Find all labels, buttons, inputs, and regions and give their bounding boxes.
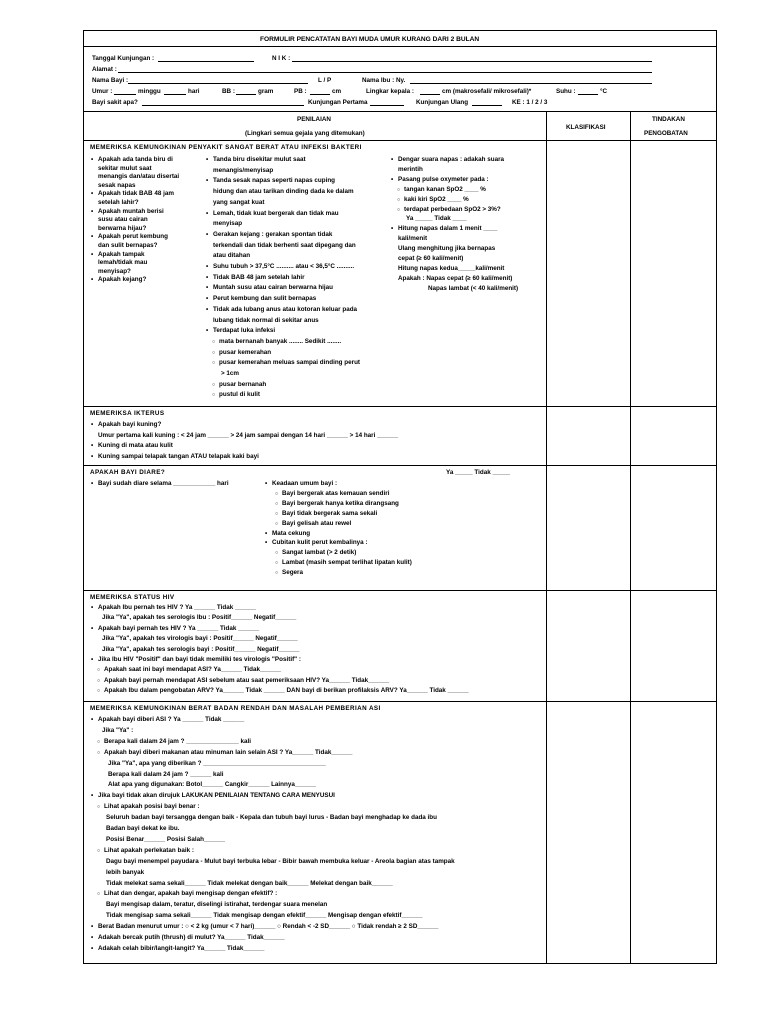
hiv-line: ○ Apakah saat ini bayi mendapat ASI? Ya______ Tidak______ — [104, 666, 281, 674]
bbr-asi-line: Seluruh badan bayi tersangga dengan baik - Kepala dan tubuh bayi lurus - Badan bayi menghadap ke dada ibu — [106, 814, 437, 822]
bbr-asi-line: • Berat Badan menurut umur : ○ < 2 kg (umur < 7 hari)______ ○ Rendah < -2 SD______ ○ Tidak rendah ≥ 2 SD______ — [98, 923, 438, 931]
bbr-asi-line: Badan bayi dekat ke ibu. — [106, 825, 180, 832]
bbr-asi-line: Tidak mengisap sama sekali______ Tidak mengisap dengan efektif______ Mengisap dengan efektif______ — [106, 912, 423, 920]
infeksi-sign: yang sangat kuat — [213, 198, 265, 206]
infeksi-sign: terkendali dan tidak berhenti saat dipegang dan — [213, 241, 356, 249]
bbr-asi-line: Bayi mengisap dalam, teratur, diselingi istirahat, terdengar suara menelan — [106, 901, 328, 909]
section-title-ikterus: MEMERIKSA IKTERUS — [90, 410, 165, 417]
table-header-line — [83, 140, 717, 141]
kunjungan-pertama-field[interactable] — [370, 99, 404, 106]
kunjungan-pertama-label: Kunjungan Pertama — [308, 99, 368, 106]
tanggal-label: Tanggal Kunjungan : — [92, 55, 155, 62]
bbr-asi-line: Jika "Ya", apa yang diberikan ? ___________________________________ — [108, 759, 326, 767]
infeksi-check: Ulang menghitung jika bernapas — [398, 245, 496, 253]
nik-field[interactable] — [292, 55, 652, 62]
infeksi-question: • Apakah ada tanda biru di — [98, 156, 173, 164]
nama-bayi-field[interactable] — [128, 77, 308, 84]
bbr-asi-line: • Adakah celah bibir/langit-langit? Ya______ Tidak______ — [98, 945, 264, 953]
infeksi-question: menangis dan/atau disertai — [98, 173, 180, 181]
diare-sign: • Cubitan kulit perut kembalinya : — [272, 539, 368, 547]
infeksi-check: ○ tangan kanan SpO2 ____ % — [404, 186, 486, 194]
header-penilaian: PENILAIAN — [297, 116, 331, 123]
infeksi-check: kali/menit — [398, 235, 428, 243]
row-line-2 — [83, 465, 717, 466]
diare-ya-tidak[interactable]: Ya _____ Tidak _____ — [446, 469, 510, 476]
bbr-asi-line: • Apakah bayi diberi ASI ? Ya ______ Tidak ______ — [98, 716, 244, 724]
infeksi-sign: • Tanda biru disekitar mulut saat — [213, 156, 306, 164]
infeksi-check: ○ kaki kiri SpO2 ____ % — [404, 196, 469, 204]
bbr-asi-line: ○ Apakah bayi diberi makanan atau minuman lain selain ASI ? Ya______ Tidak______ — [104, 749, 352, 757]
bbr-asi-line: Posisi Benar______ Posisi Salah______ — [106, 835, 226, 843]
diare-sign: ○ Bayi tidak bergerak sama sekali — [282, 510, 377, 518]
kunjungan-ke[interactable]: KE : 1 / 2 / 3 — [512, 99, 548, 106]
hari-label: hari — [188, 88, 200, 95]
minggu-label: minggu — [138, 88, 161, 95]
bbr-asi-line: ○ Berapa kali dalam 24 jam ? _______________ kali — [104, 738, 251, 746]
diare-sign: ○ Sangat lambat (> 2 detik) — [282, 549, 356, 557]
bbr-asi-line: ○ Lihat apakah perlekatan baik : — [104, 847, 194, 855]
infeksi-question: dan sulit bernapas? — [98, 242, 158, 249]
header-pengobatan: PENGOBATAN — [644, 130, 688, 137]
infeksi-question: • Apakah tampak — [98, 251, 145, 259]
ikterus-line: • Kuning di mata atau kulit — [98, 442, 173, 450]
diare-duration: • Bayi sudah diare selama ____________ hari — [98, 480, 229, 488]
bbr-asi-line: Tidak melekat sama sekali______ Tidak melekat dengan baik______ Melekat dengan baik______ — [106, 879, 393, 887]
lingkar-label: Lingkar kepala : — [366, 88, 414, 95]
bbr-asi-line: Dagu bayi menempel payudara - Mulut bayi terbuka lebar - Bibir bawah membuka keluar - Areola bagian atas tampak — [106, 857, 455, 865]
ikterus-line: Umur pertama kali kuning : < 24 jam ______ > 24 jam sampai dengan 14 hari ______ > 14 hari ______ — [98, 431, 399, 439]
infeksi-sign: • Suhu tubuh > 37,5°C .......... atau < 36,5°C .......... — [213, 263, 354, 271]
diare-sign: ○ Bayi gelisah atau rewel — [282, 520, 351, 528]
infeksi-check: • Pasang pulse oxymeter pada : — [398, 176, 489, 184]
diare-sign: • Keadaan umum bayi : — [272, 480, 337, 488]
title-divider — [83, 46, 717, 47]
row-line-3 — [83, 590, 717, 591]
umur-label: Umur : — [92, 88, 113, 95]
nama-ibu-label: Nama Ibu : Ny. — [362, 77, 406, 84]
lp-label[interactable]: L / P — [318, 77, 332, 84]
hiv-line: ○ Apakah bayi pernah mendapat ASI sebelum atau saat pemeriksaan HIV? Ya______ Tidak______ — [104, 677, 389, 685]
infeksi-question: sekitar mulut saat — [98, 164, 152, 172]
pb-field[interactable] — [310, 88, 330, 95]
section-title-bbr-asi: MEMERIKSA KEMUNGKINAN BERAT BADAN RENDAH DAN MASALAH PEMBERIAN ASI — [90, 705, 381, 712]
diare-sign: ○ Lambat (masih sempat terlihat lipatan kulit) — [282, 559, 412, 567]
infeksi-sign: hidung dan atau tarikan dinding dada ke dalam — [213, 188, 354, 196]
nama-ibu-field[interactable] — [410, 77, 652, 84]
pb-label: PB : — [294, 88, 307, 95]
infeksi-sign: • Perut kembung dan sulit bernapas — [213, 295, 316, 303]
gram-label: gram — [258, 88, 274, 95]
col-divider-tindakan — [630, 111, 631, 964]
infeksi-sign: ○ mata bernanah banyak ........ Sedikit ........ — [219, 338, 341, 346]
pb-unit: cm — [332, 88, 342, 95]
infeksi-question: berwarna hijau? — [98, 224, 147, 232]
hiv-line: • Jika Ibu HIV "Positif" dan bayi tidak memiliki tes virologis "Positif" : — [98, 656, 301, 664]
alamat-field[interactable] — [118, 66, 652, 73]
infeksi-sign: • Tidak BAB 48 jam setelah lahir — [213, 274, 305, 282]
nik-label: N I K : — [272, 55, 291, 62]
infeksi-sign: menangis/menyisap — [213, 166, 274, 174]
infeksi-sign: ○ pusar kemerahan meluas sampai dinding perut — [219, 359, 360, 367]
infeksi-question: setelah lahir? — [98, 199, 139, 206]
infeksi-sign: atau ditahan — [213, 252, 251, 260]
infeksi-sign: ○ pusar bernanah — [219, 381, 266, 389]
infeksi-check: cepat (≥ 60 kali/menit) — [398, 255, 464, 262]
section-title-hiv: MEMERIKSA STATUS HIV — [90, 594, 175, 601]
bbr-asi-line: • Adakah bercak putih (thrush) di mulut? Ya______ Tidak______ — [98, 934, 285, 942]
bbr-asi-line: Jika "Ya" : — [102, 726, 134, 734]
hiv-line: Jika "Ya", apakah tes serologis bayi : Positif______ Negatif______ — [102, 645, 300, 653]
hiv-line: • Apakah Ibu pernah tes HIV ? Ya ______ Tidak ______ — [98, 604, 256, 612]
diare-sign: ○ Bayi bergerak atas kemauan sendiri — [282, 490, 389, 498]
bbr-asi-line: lebih banyak — [106, 868, 145, 876]
section-title-diare: APAKAH BAYI DIARE? — [90, 469, 166, 476]
row-line-1 — [83, 406, 717, 407]
infeksi-sign: • Lemah, tidak kuat bergerak dan tidak mau — [213, 210, 339, 218]
infeksi-question: • Apakah perut kembung — [98, 233, 168, 241]
bbr-asi-line: ○ Lihat apakah posisi bayi benar : — [104, 803, 200, 811]
infeksi-check: merintih — [398, 165, 423, 173]
infeksi-question: • Apakah tidak BAB 48 jam — [98, 190, 174, 198]
infeksi-check: • Dengar suara napas : adakah suara — [398, 156, 504, 164]
infeksi-sign: • Gerakan kejang : gerakan spontan tidak — [213, 231, 332, 239]
row-line-4 — [83, 701, 717, 702]
diare-sign: • Mata cekung — [272, 530, 310, 538]
infeksi-sign: ○ pustul di kulit — [219, 391, 260, 399]
infeksi-check: • Hitung napas dalam 1 menit ____ — [398, 225, 497, 233]
hiv-line: Jika "Ya", apakah tes virologis bayi : Positif______ Negatif______ — [102, 635, 298, 643]
suhu-field[interactable] — [578, 88, 598, 95]
infeksi-check: Apakah : Napas cepat (≥ 60 kali/menit) — [398, 274, 513, 282]
nama-bayi-label: Nama Bayi : — [92, 77, 129, 84]
umur-minggu-field[interactable] — [114, 88, 136, 95]
bbr-asi-line: ○ Lihat dan dengar, apakah bayi mengisap dengan efektif? : — [104, 890, 277, 898]
col-divider-klasifikasi — [546, 111, 547, 964]
infeksi-check: ○ terdapat perbedaan SpO2 > 3%? — [404, 206, 501, 214]
suhu-label: Suhu : — [556, 88, 576, 95]
ikterus-line: • Apakah bayi kuning? — [98, 421, 161, 429]
infeksi-sign: ○ pusar kemerahan — [219, 349, 271, 357]
infeksi-sign: > 1cm — [221, 370, 240, 377]
diare-sign: ○ Bayi bergerak hanya ketika dirangsang — [282, 500, 399, 508]
infeksi-question: • Apakah kejang? — [98, 276, 146, 284]
suhu-unit: °C — [600, 88, 608, 95]
bbr-asi-line: Berapa kali dalam 24 jam ? ______ kali — [108, 770, 224, 778]
infeksi-check: Napas lambat (< 40 kali/menit) — [428, 284, 519, 292]
hiv-line: Jika "Ya", apakah tes serologis Ibu : Positif______ Negatif______ — [102, 614, 297, 622]
header-lingkari: (Lingkari semua gejala yang ditemukan) — [245, 130, 365, 137]
alamat-label: Alamat : — [92, 66, 117, 73]
hiv-line: • Apakah bayi pernah tes HIV ? Ya ______ Tidak ______ — [98, 625, 259, 633]
header-klasifikasi: KLASIFIKASI — [566, 124, 606, 131]
infeksi-question: • Apakah muntah berisi — [98, 208, 164, 216]
form-title: FORMULIR PENCATATAN BAYI MUDA UMUR KURANG DARI 2 BULAN — [260, 36, 480, 43]
infeksi-sign: menyisap — [213, 220, 243, 228]
infeksi-sign: • Terdapat luka infeksi — [213, 327, 275, 335]
kunjungan-ulang-label: Kunjungan Ulang — [416, 99, 469, 106]
lingkar-field[interactable] — [420, 88, 440, 95]
hiv-line: ○ Apakah Ibu dalam pengobatan ARV? Ya______ Tidak ______ DAN bayi di berikan profilaksis ARV? Ya______ Tidak ______ — [104, 687, 469, 695]
bayi-sakit-field[interactable] — [142, 99, 304, 106]
bbr-asi-line: Alat apa yang digunakan: Botol______ Cangkir______ Lainnya______ — [108, 781, 316, 789]
infeksi-question: sesak napas — [98, 181, 136, 189]
table-top-line — [83, 111, 717, 112]
kunjungan-ulang-field[interactable] — [472, 99, 502, 106]
infeksi-sign: • Tanda sesak napas seperti napas cuping — [213, 177, 335, 185]
diare-sign: ○ Segera — [282, 569, 303, 577]
infeksi-check: Ya _____ Tidak ____ — [406, 215, 467, 223]
infeksi-sign: lubang tidak normal di sekitar anus — [213, 316, 319, 324]
bb-label: BB : — [222, 88, 235, 95]
bbr-asi-line: • Jika bayi tidak akan dirujuk LAKUKAN PENILAIAN TENTANG CARA MENYUSUI — [98, 792, 335, 800]
umur-hari-field[interactable] — [164, 88, 186, 95]
infeksi-question: susu atau cairan — [98, 216, 148, 224]
infeksi-sign: • Muntah susu atau cairan berwarna hijau — [213, 284, 333, 292]
header-tindakan: TINDAKAN — [652, 116, 685, 123]
infeksi-question: menyisap? — [98, 267, 131, 275]
section-title-infeksi: MEMERIKSA KEMUNGKINAN PENYAKIT SANGAT BERAT ATAU INFEKSI BAKTERI — [90, 144, 362, 151]
lingkar-unit: cm (makrosefali/ mikrosefali)* — [442, 88, 532, 95]
bayi-sakit-label: Bayi sakit apa? — [92, 99, 138, 106]
infeksi-check: Hitung napas kedua_____kali/menit — [398, 264, 505, 272]
tanggal-field[interactable] — [158, 55, 254, 62]
infeksi-sign: • Tidak ada lubang anus atau kotoran keluar pada — [213, 306, 357, 314]
ikterus-line: • Kuning sampai telapak tangan ATAU telapak kaki bayi — [98, 453, 259, 461]
infeksi-question: lemah/tidak mau — [98, 259, 148, 267]
bb-field[interactable] — [236, 88, 256, 95]
